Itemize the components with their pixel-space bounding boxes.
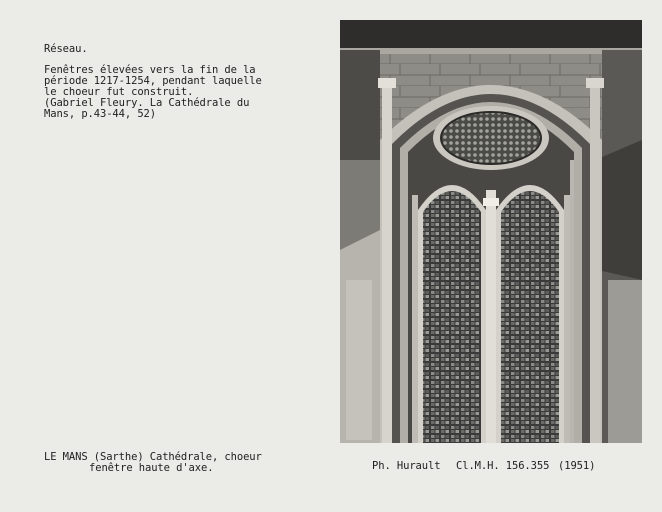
photo-year: (1951)	[558, 460, 596, 472]
photographer-credit: Ph. Hurault	[372, 460, 441, 472]
negative-reference: Cl.M.H. 156.355	[456, 460, 550, 472]
card-title: Réseau.	[44, 43, 88, 55]
caption-line-2: fenêtre haute d'axe.	[89, 462, 214, 474]
description-line: le choeur fut construit.	[44, 86, 194, 98]
description-line: période 1217-1254, pendant laquelle	[44, 75, 262, 87]
cathedral-window-photo	[340, 20, 642, 443]
description-line: Fenêtres élevées vers la fin de la	[44, 64, 256, 76]
caption-line-1: LE MANS (Sarthe) Cathédrale, choeur	[44, 451, 262, 463]
description-line: Mans, p.43-44, 52)	[44, 108, 156, 120]
description-line: (Gabriel Fleury. La Cathédrale du	[44, 97, 250, 109]
gothic-window-icon	[340, 20, 642, 443]
